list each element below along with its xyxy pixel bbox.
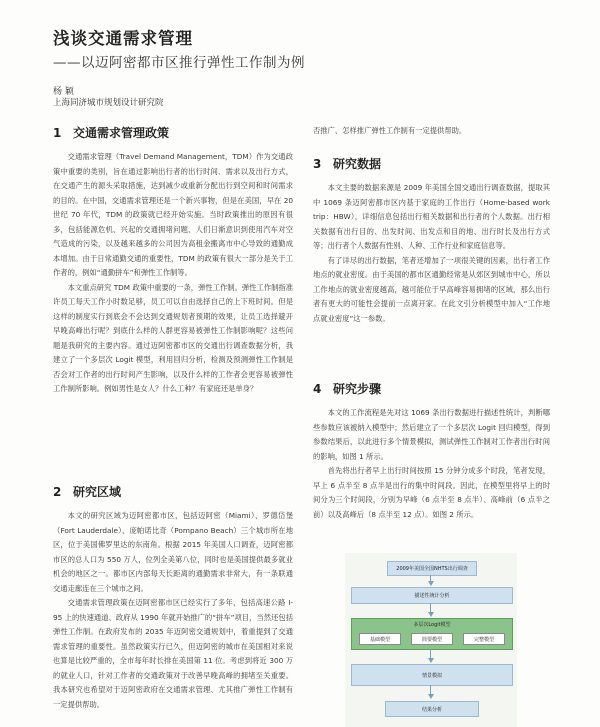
section-1-body (53, 150, 293, 397)
section-3-body (313, 181, 550, 326)
section-title: 研究数据 (333, 157, 382, 171)
paragraph: 首先将出行者早上出行时间按照 15 分钟分成多个时段，笔者发现，早上 6 点半至 8 点半是出行的集中时间段。因此，在模型里将早上的时间分为三个时间段，分别为早峰（6 点半至 8 点半）、高峰前（6 点半之前）以及高峰后（8 点半至 12 点）。如图 2 所示。 (313, 466, 550, 519)
section-title: 研究区域 (73, 485, 122, 499)
section-title: 研究步骤 (333, 382, 382, 396)
flow-model-simple: 简要模型 (411, 633, 453, 645)
flow-model-full: 完整模型 (463, 633, 505, 645)
paragraph: 本文的研究区域为迈阿密都市区，包括迈阿密（Miami）、罗德岱堡（Fort Lauderdale）、庞帕诺比奇（Pompano Beach）三个城市所在地区，位于美国佛罗里达的东南角。根据 2015 年美国人口调查，迈阿密都市区的总人口为 550 万人，位列全美第八位，同时也是美国提供最多就业机会的地区之一。都市区内部每天长距离的通勤需求非常大，有一条联通交通走廊连在三个城市之间。 (53, 511, 293, 593)
section-2-heading (53, 483, 293, 500)
paragraph: 交通需求管理政策在迈阿密都市区已经实行了多年，包括高速公路 I-95 上的快速通道、政府从 1990 年就开始推广的“拼车”项目，当然还包括弹性工作制。在政府发布的 2035 年迈阿密交通规划中，着重提到了交通需求管理的重要性。虽然政策实行已久，但迈阿密的城市在美国相对来说也算是比较严重的，全市每年时长排在美国第 11 位。考虑到将近 300 万的就业人口，针对工作者的交通政策对于改善早晚高峰的拥堵至关重要。我本研究也希望对于迈阿密政府在交通需求管理、尤其推广弹性工作制有一定提供帮助。 (53, 598, 293, 709)
flow-model-base: 基础模型 (359, 633, 401, 645)
continuation-text (313, 124, 550, 139)
paragraph: 否推广、怎样推广弹性工作制有一定提供帮助。 (313, 126, 467, 135)
section-4-body (313, 406, 550, 522)
paragraph: 交通需求管理（Travel Demand Management，TDM）作为交通政策中重要的类别，旨在通过影响出行者的出行时间、需求以及出行方式，在交通产生的源头采取措施，达到减少或重新分配出行到空间和时间需求的目的。在中国，交通需求管理还是一个新兴事物，但是在美国，早在 20 世纪 70 年代，TDM 的政策就已经开始实施。当时政策推出的原因有很多，包括能源危机、兴起的交通拥堵问题、人们日渐意识到使用汽车对空气造成的污染，以及越来越多的公司因为高租金搬离市中心导致的通勤成本增加。由于日常通勤交通的重要性，TDM 的政策有很大一部分是关于工作者的，例如“通勤拼车”和弹性工作制等。 (53, 152, 293, 277)
author-affiliation: 上海同济城市规划设计研究院 (53, 98, 164, 108)
flow-step-data: 2009年美国全国NHTS出行调查 (387, 561, 477, 576)
section-number: 1 (53, 126, 62, 140)
section-3-heading (313, 155, 550, 172)
paragraph: 本文的工作流程是先对这 1069 条出行数据进行描述性统计，判断哪些参数应该被纳入模型中；然后建立了一个多层次 Logit 回归模型，得到参数结果后，以此进行多个情景模拟，测试弹性工作制对工作者出行时间的影响，如图 1 所示。 (313, 408, 550, 461)
paragraph: 本文主要的数据来源是 2009 年美国全国交通出行调查数据，提取其中 1069 条迈阿密都市区内基于家庭的工作出行（Home-based work trip：HBW），详细信息包括出行相关数据和出行者的个人数据。出行相关数据有出行目的、出发时间、出发点和目的地、出行时长及出行方式等；出行者个人数据有性别、人种、工作行业和家庭信息等。 (313, 183, 550, 250)
section-4-heading (313, 380, 550, 397)
flow-step-statistics: 描述性统计分析 (351, 587, 513, 604)
section-number: 3 (313, 157, 322, 171)
arrow-down-icon (428, 581, 434, 586)
paper-subtitle: ——以迈阿密都市区推行弹性工作制为例 (53, 55, 305, 71)
paper-title: 浅谈交通需求管理 (53, 29, 193, 48)
paragraph: 本文重点研究 TDM 政策中重要的一条，弹性工作制。弹性工作制指准许员工每天工作小时数足够，员工可以自由选择自己的上下班时间。但是这样的制度实行到底会不会达到交通规划者预期的效果，让员工选择避开早晚高峰出行呢？到底什么样的人群更容易被弹性工作制影响呢？这些问题是我研究的主要内容。通过迈阿密都市区的交通出行调查数据分析，我建立了一个多层次 Logit 模型，利用回归分析，检测及预测弹性工作制是否会对工作者的出行时间产生影响，以及什么样的工作者会更容易被弹性工作制所影响。例如男性是女人？什么工种？有家庭还是单身？ (53, 282, 293, 393)
workflow-figure (345, 553, 517, 727)
section-number: 2 (53, 485, 62, 499)
flow-step-result: 结果分析 (385, 701, 479, 717)
arrow-down-icon (428, 658, 434, 663)
arrow-down-icon (428, 612, 434, 617)
section-1-heading (53, 124, 293, 141)
author-name: 杨 颖 (53, 87, 74, 97)
paragraph: 有了详尽的出行数据，笔者还增加了一项很关键的因素，出行者工作地点的就业密度。由于美国的都市区通勤经常是从郊区到城市中心，所以工作地点的就业密度越高，越可能位于早高峰容易拥堵的区域，那么出行者有更大的可能性会提前一点离开家。在此文引分析模型中加入“工作地点就业密度”这一参数。 (313, 255, 550, 323)
section-title: 交通需求管理政策 (73, 126, 170, 140)
flow-step-scenario: 情景模拟 (351, 664, 513, 686)
section-2-body (53, 509, 293, 727)
section-number: 4 (313, 382, 322, 396)
model-group-label: 多层次Logit模型 (413, 622, 451, 628)
arrow-down-icon (428, 694, 434, 699)
